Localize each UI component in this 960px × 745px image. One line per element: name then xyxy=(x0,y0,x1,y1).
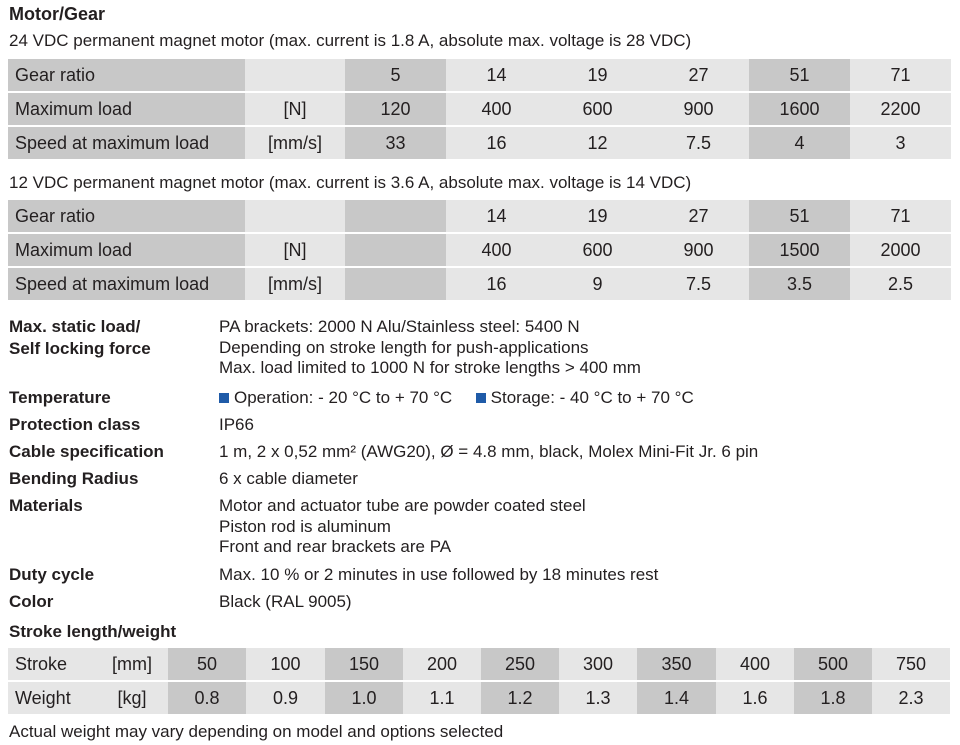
table-row xyxy=(8,126,951,160)
table-cell: 0.9 xyxy=(246,681,325,715)
materials-value xyxy=(219,496,586,558)
table-cell: 100 xyxy=(246,648,325,681)
table-cell: 400 xyxy=(446,92,547,126)
table-row xyxy=(8,267,951,301)
table-row xyxy=(8,681,950,715)
table-cell: 500 xyxy=(794,648,872,681)
table-row xyxy=(8,92,951,126)
row-label: Maximum load xyxy=(8,233,245,267)
bullet-icon xyxy=(219,393,229,403)
table-cell: 900 xyxy=(648,233,749,267)
row-unit: [mm/s] xyxy=(245,126,345,160)
table-cell: 16 xyxy=(446,267,547,301)
color-label: Color xyxy=(9,592,54,611)
row-label: Speed at maximum load xyxy=(8,267,245,301)
protection-label: Protection class xyxy=(9,415,141,434)
row-label: Maximum load xyxy=(8,92,245,126)
table-cell: 1.3 xyxy=(559,681,637,715)
table-cell: 0.8 xyxy=(168,681,246,715)
table-cell: 200 xyxy=(403,648,481,681)
table-cell: 19 xyxy=(547,59,648,92)
table-row xyxy=(8,59,951,92)
table-cell: 1.8 xyxy=(794,681,872,715)
table-cell: 19 xyxy=(547,200,648,233)
row-unit: [mm/s] xyxy=(245,267,345,301)
cable-value: 1 m, 2 x 0,52 mm² (AWG20), Ø = 4.8 mm, black, Molex Mini-Fit Jr. 6 pin xyxy=(219,442,759,461)
table-cell: 750 xyxy=(872,648,950,681)
table-cell: 1.4 xyxy=(637,681,716,715)
row-label: Speed at maximum load xyxy=(8,126,245,160)
table-cell: 1600 xyxy=(749,92,850,126)
table-cell: 400 xyxy=(716,648,794,681)
table-cell: 300 xyxy=(559,648,637,681)
temperature-value xyxy=(219,388,694,409)
color-value: Black (RAL 9005) xyxy=(219,592,352,611)
table-cell: 1.1 xyxy=(403,681,481,715)
stroke-table xyxy=(8,648,950,716)
table-cell: 12 xyxy=(547,126,648,160)
static-load-line: Max. load limited to 1000 N for stroke lengths > 400 mm xyxy=(219,358,641,377)
materials-line: Piston rod is aluminum xyxy=(219,516,391,536)
table-cell: 3.5 xyxy=(749,267,850,301)
table-cell: 14 xyxy=(446,200,547,233)
table-row xyxy=(8,200,951,233)
table-cell: 27 xyxy=(648,59,749,92)
table-cell: 1.2 xyxy=(481,681,559,715)
table-cell: 150 xyxy=(325,648,403,681)
stroke-unit: [mm] xyxy=(96,648,168,681)
static-load-label xyxy=(9,317,151,359)
bending-label: Bending Radius xyxy=(9,469,139,488)
motor12-caption: 12 VDC permanent magnet motor (max. current is 3.6 A, absolute max. voltage is 14 VDC) xyxy=(9,173,692,192)
temperature-operation: Operation: - 20 °C to + 70 °C xyxy=(234,388,453,407)
table-cell xyxy=(345,200,446,233)
static-load-value xyxy=(219,317,641,379)
table-cell: 3 xyxy=(850,126,951,160)
protection-value: IP66 xyxy=(219,415,254,434)
temperature-storage: Storage: - 40 °C to + 70 °C xyxy=(490,388,694,407)
table-cell: 350 xyxy=(637,648,716,681)
table-cell: 4 xyxy=(749,126,850,160)
stroke-heading: Stroke length/weight xyxy=(9,622,177,641)
table-cell: 51 xyxy=(749,59,850,92)
duty-value: Max. 10 % or 2 minutes in use followed by 18 minutes rest xyxy=(219,565,659,584)
table-cell: 71 xyxy=(850,59,951,92)
table-cell: 51 xyxy=(749,200,850,233)
weight-label: Weight xyxy=(8,681,96,715)
table-row xyxy=(8,233,951,267)
row-unit xyxy=(245,59,345,92)
static-load-label-2: Self locking force xyxy=(9,339,151,358)
static-load-line: PA brackets: 2000 N Alu/Stainless steel: 5400 N xyxy=(219,317,580,336)
materials-line: Motor and actuator tube are powder coated steel xyxy=(219,496,586,515)
table-cell: 33 xyxy=(345,126,446,160)
footnote: Actual weight may vary depending on model and options selected xyxy=(9,722,504,741)
table-cell: 2.3 xyxy=(872,681,950,715)
table-cell: 7.5 xyxy=(648,126,749,160)
table-cell: 1.0 xyxy=(325,681,403,715)
row-unit: [N] xyxy=(245,233,345,267)
motor12-table xyxy=(8,200,951,302)
table-cell xyxy=(345,267,446,301)
temperature-label: Temperature xyxy=(9,388,111,407)
table-cell: 16 xyxy=(446,126,547,160)
materials-label: Materials xyxy=(9,496,83,515)
table-row xyxy=(8,648,950,681)
table-cell: 5 xyxy=(345,59,446,92)
table-cell xyxy=(345,233,446,267)
table-cell: 600 xyxy=(547,92,648,126)
static-load-line: Depending on stroke length for push-applications xyxy=(219,337,589,357)
table-cell: 2200 xyxy=(850,92,951,126)
table-cell: 2.5 xyxy=(850,267,951,301)
row-label: Gear ratio xyxy=(8,200,245,233)
table-cell: 600 xyxy=(547,233,648,267)
table-cell: 900 xyxy=(648,92,749,126)
row-label: Gear ratio xyxy=(8,59,245,92)
table-cell: 400 xyxy=(446,233,547,267)
table-cell: 120 xyxy=(345,92,446,126)
materials-line: Front and rear brackets are PA xyxy=(219,537,452,556)
table-cell: 250 xyxy=(481,648,559,681)
table-cell: 7.5 xyxy=(648,267,749,301)
duty-label: Duty cycle xyxy=(9,565,95,584)
static-load-label-1: Max. static load/ xyxy=(9,317,141,336)
row-unit: [N] xyxy=(245,92,345,126)
bullet-icon xyxy=(476,393,486,403)
row-unit xyxy=(245,200,345,233)
table-cell: 50 xyxy=(168,648,246,681)
bending-value: 6 x cable diameter xyxy=(219,469,358,488)
motor24-table xyxy=(8,59,951,161)
table-cell: 2000 xyxy=(850,233,951,267)
section-title: Motor/Gear xyxy=(9,4,106,24)
motor24-caption: 24 VDC permanent magnet motor (max. current is 1.8 A, absolute max. voltage is 28 VDC) xyxy=(9,31,692,50)
cable-label: Cable specification xyxy=(9,442,164,461)
weight-unit: [kg] xyxy=(96,681,168,715)
table-cell: 27 xyxy=(648,200,749,233)
table-cell: 14 xyxy=(446,59,547,92)
stroke-label: Stroke xyxy=(8,648,96,681)
table-cell: 9 xyxy=(547,267,648,301)
table-cell: 1500 xyxy=(749,233,850,267)
table-cell: 1.6 xyxy=(716,681,794,715)
table-cell: 71 xyxy=(850,200,951,233)
